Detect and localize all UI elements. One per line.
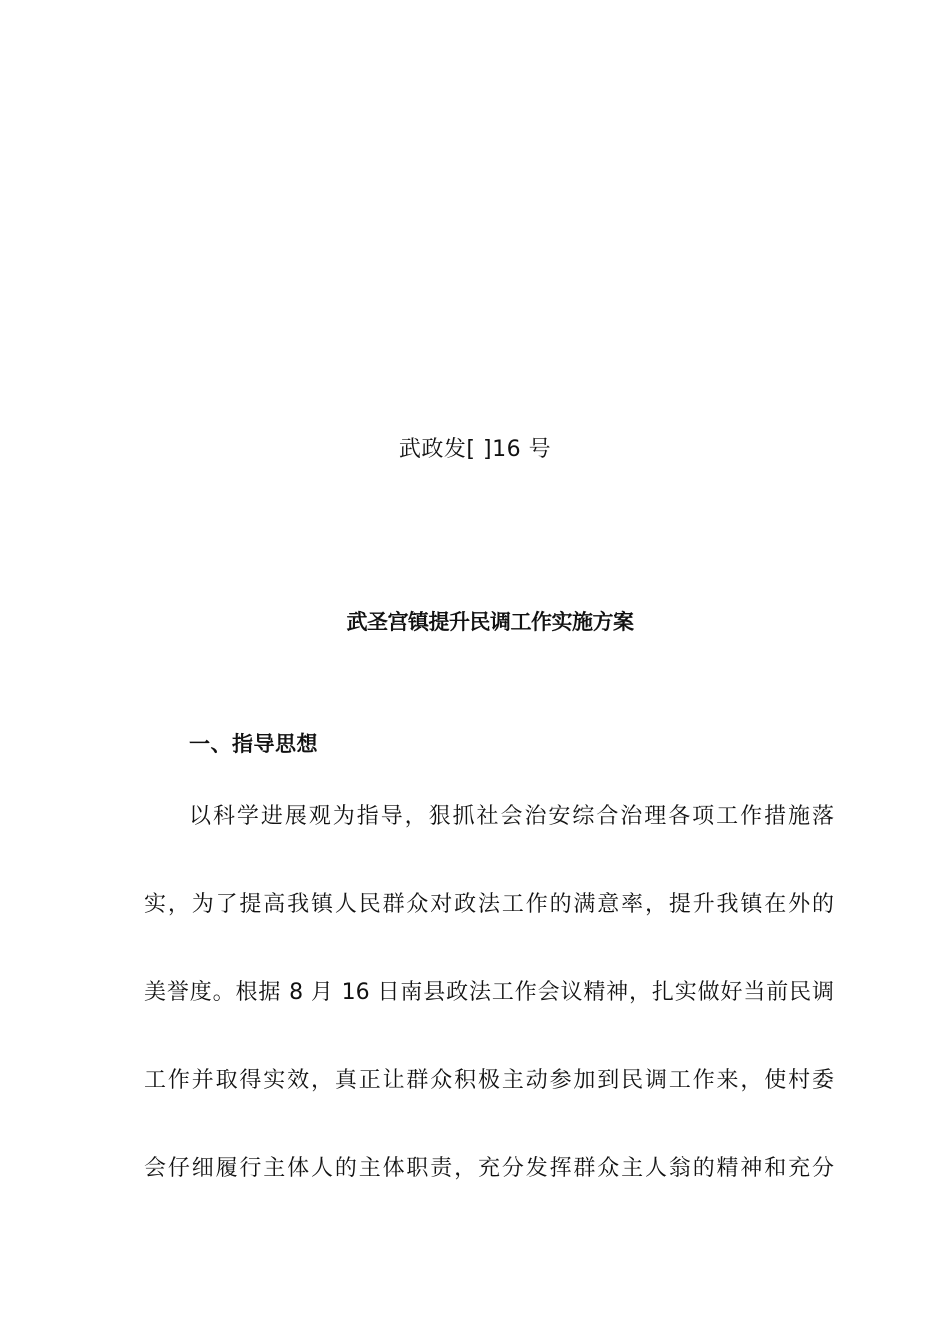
paragraph-line: 美誉度。根据 8 月 16 日南县政法工作会议精神，扎实做好当前民调 [144,980,834,1005]
section-heading: 一、指导思想 [189,732,318,756]
paragraph-line: 实，为了提高我镇人民群众对政法工作的满意率，提升我镇在外的 [144,892,834,917]
paragraph-line: 会仔细履行主体人的主体职责，充分发挥群众主人翁的精神和充分 [144,1156,834,1181]
document-number: 武政发[ ]16 号 [398,437,552,462]
paragraph-line: 工作并取得实效，真正让群众积极主动参加到民调工作来，使村委 [144,1068,834,1093]
document-title: 武圣宫镇提升民调工作实施方案 [346,610,634,634]
paragraph-line: 以科学进展观为指导，狠抓社会治安综合治理各项工作措施落 [189,804,834,829]
